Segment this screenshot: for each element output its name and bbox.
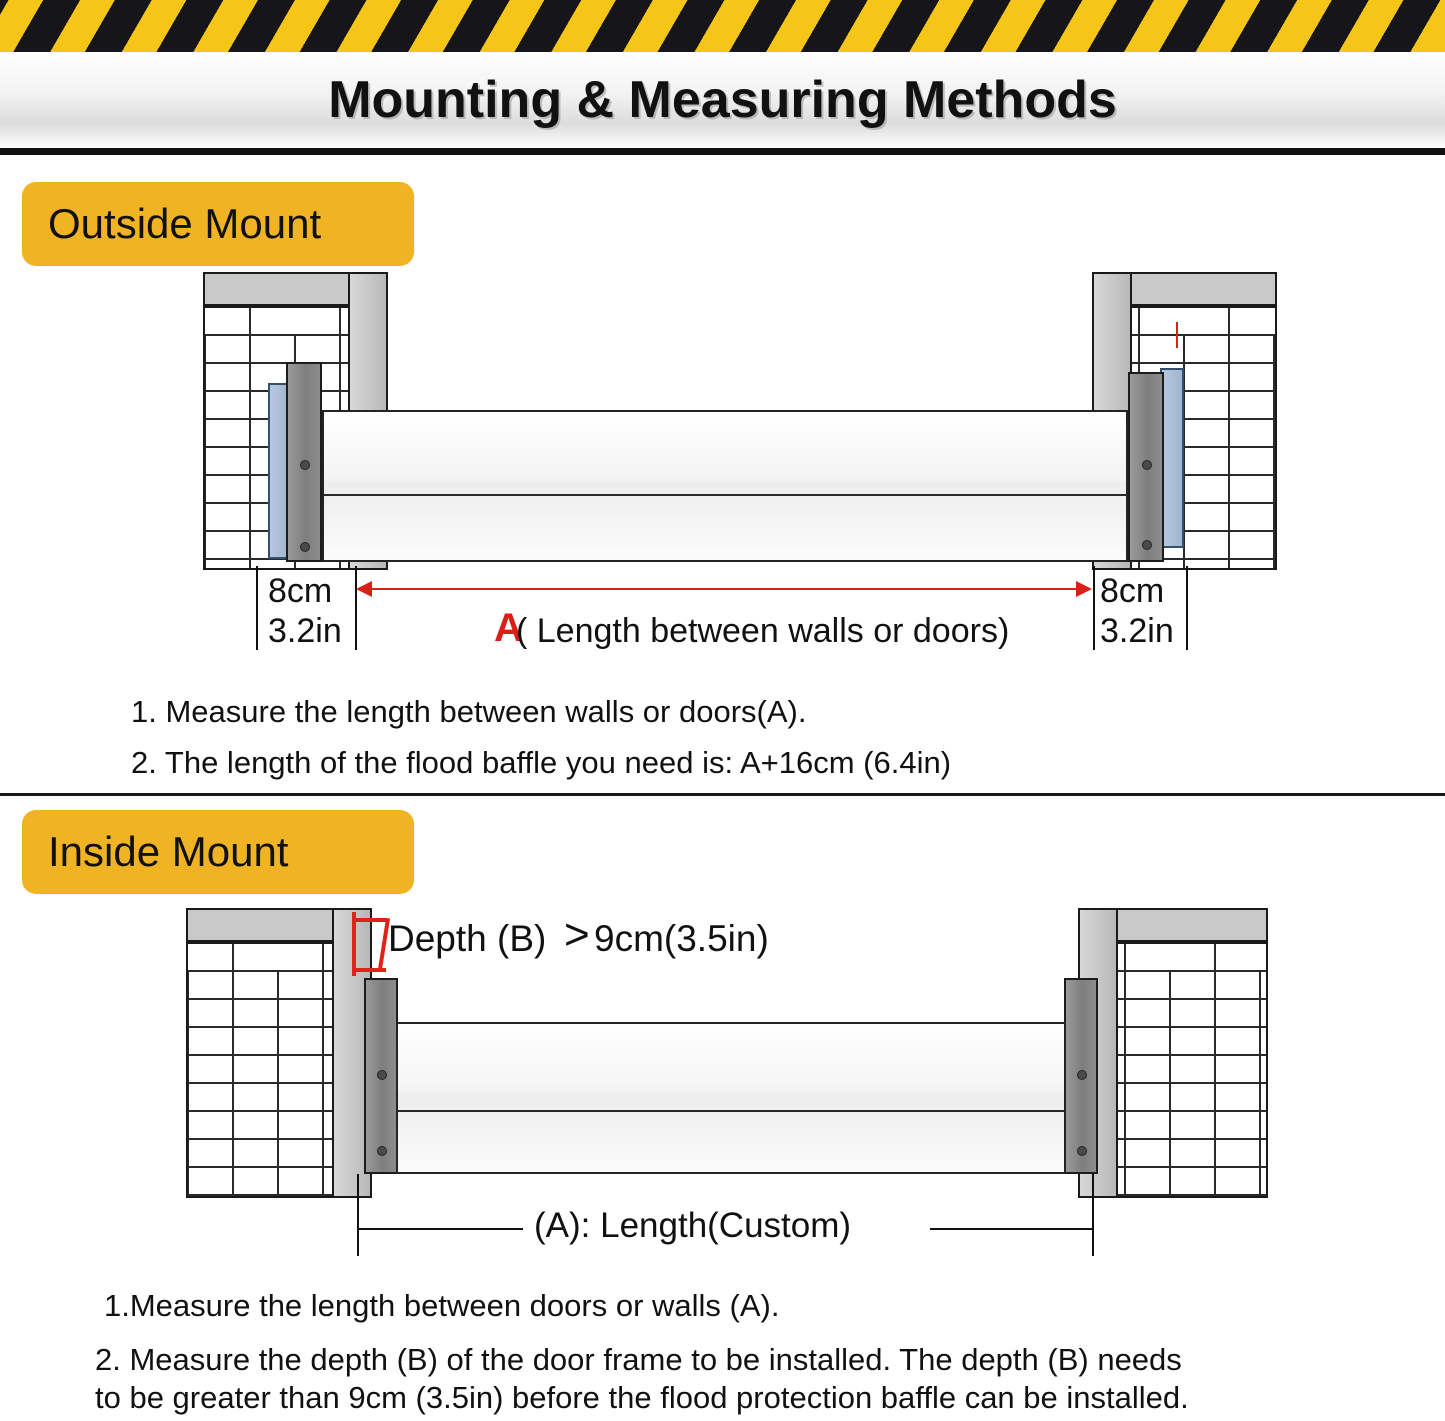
inside-dim-tick-right — [1092, 1174, 1094, 1256]
outside-right-bracket — [1128, 372, 1164, 562]
section-badge-inside-mount-label: Inside Mount — [48, 828, 289, 875]
outside-dim-tick-left — [256, 566, 258, 650]
inside-depth-label: Depth (B) — [388, 918, 547, 959]
section-badge-outside-mount — [22, 182, 414, 266]
bracket-screw — [377, 1146, 387, 1156]
section-badge-inside-mount — [22, 810, 414, 894]
section-badge-outside-mount-label: Outside Mount — [48, 200, 322, 247]
header-band — [0, 52, 1445, 155]
bracket-screw — [377, 1070, 387, 1080]
outside-left-offset-in: 3.2in — [268, 612, 342, 650]
inside-right-pillar — [1078, 908, 1268, 1198]
inside-span-line-left — [357, 1228, 523, 1230]
outside-dim-tick-right-inner — [1093, 566, 1095, 650]
inside-left-pillar — [186, 908, 370, 1198]
bracket-screw — [1077, 1146, 1087, 1156]
inside-note-2: 2. Measure the depth (B) of the door frame to be installed. The depth (B) needs — [95, 1342, 1182, 1377]
inside-depth-compare: > — [564, 910, 590, 959]
baffle-seam — [324, 494, 1126, 496]
outside-note-1: 1. Measure the length between walls or doors(A). — [131, 694, 807, 729]
inside-dim-tick-left — [357, 1174, 359, 1256]
inside-note-1: 1.Measure the length between doors or walls (A). — [104, 1288, 780, 1323]
inside-note-3: to be greater than 9cm (3.5in) before the flood protection baffle can be installed. — [95, 1380, 1189, 1415]
inside-depth-value: 9cm(3.5in) — [594, 918, 769, 959]
outside-note-2: 2. The length of the flood baffle you need is: A+16cm (6.4in) — [131, 745, 952, 780]
outside-right-offset-in: 3.2in — [1100, 612, 1174, 650]
inside-span-label: (A): Length(Custom) — [534, 1206, 852, 1245]
section-divider — [0, 793, 1445, 796]
outside-span-arrow-left — [356, 581, 372, 597]
outside-span-label: ( Length between walls or doors) — [516, 612, 1010, 650]
hazard-stripe-banner — [0, 0, 1445, 55]
outside-left-bracket — [286, 362, 322, 562]
bracket-screw — [1077, 1070, 1087, 1080]
outside-span-marker-a: A — [494, 606, 523, 650]
inside-depth-marker — [352, 912, 388, 976]
outside-span-arrow-right — [1076, 581, 1092, 597]
outside-dim-tick-left-inner — [355, 566, 357, 650]
outside-baffle-panel — [322, 410, 1128, 562]
outside-dim-tick-right — [1186, 566, 1188, 650]
depth-marker-line — [352, 918, 386, 922]
bracket-screw — [1142, 540, 1152, 550]
bracket-screw — [300, 460, 310, 470]
outside-left-offset-cm: 8cm — [268, 572, 333, 610]
page-title: Mounting & Measuring Methods — [328, 71, 1117, 129]
inside-span-line-right — [930, 1228, 1092, 1230]
inside-right-bracket — [1064, 978, 1098, 1174]
inside-left-bracket — [364, 978, 398, 1174]
bracket-screw — [300, 542, 310, 552]
depth-marker-line — [352, 968, 386, 972]
inside-baffle-panel — [396, 1022, 1066, 1174]
outside-right-marker — [1176, 322, 1178, 348]
bracket-screw — [1142, 460, 1152, 470]
outside-right-offset-cm: 8cm — [1100, 572, 1165, 610]
baffle-seam — [398, 1110, 1064, 1112]
outside-span-line — [370, 588, 1082, 590]
